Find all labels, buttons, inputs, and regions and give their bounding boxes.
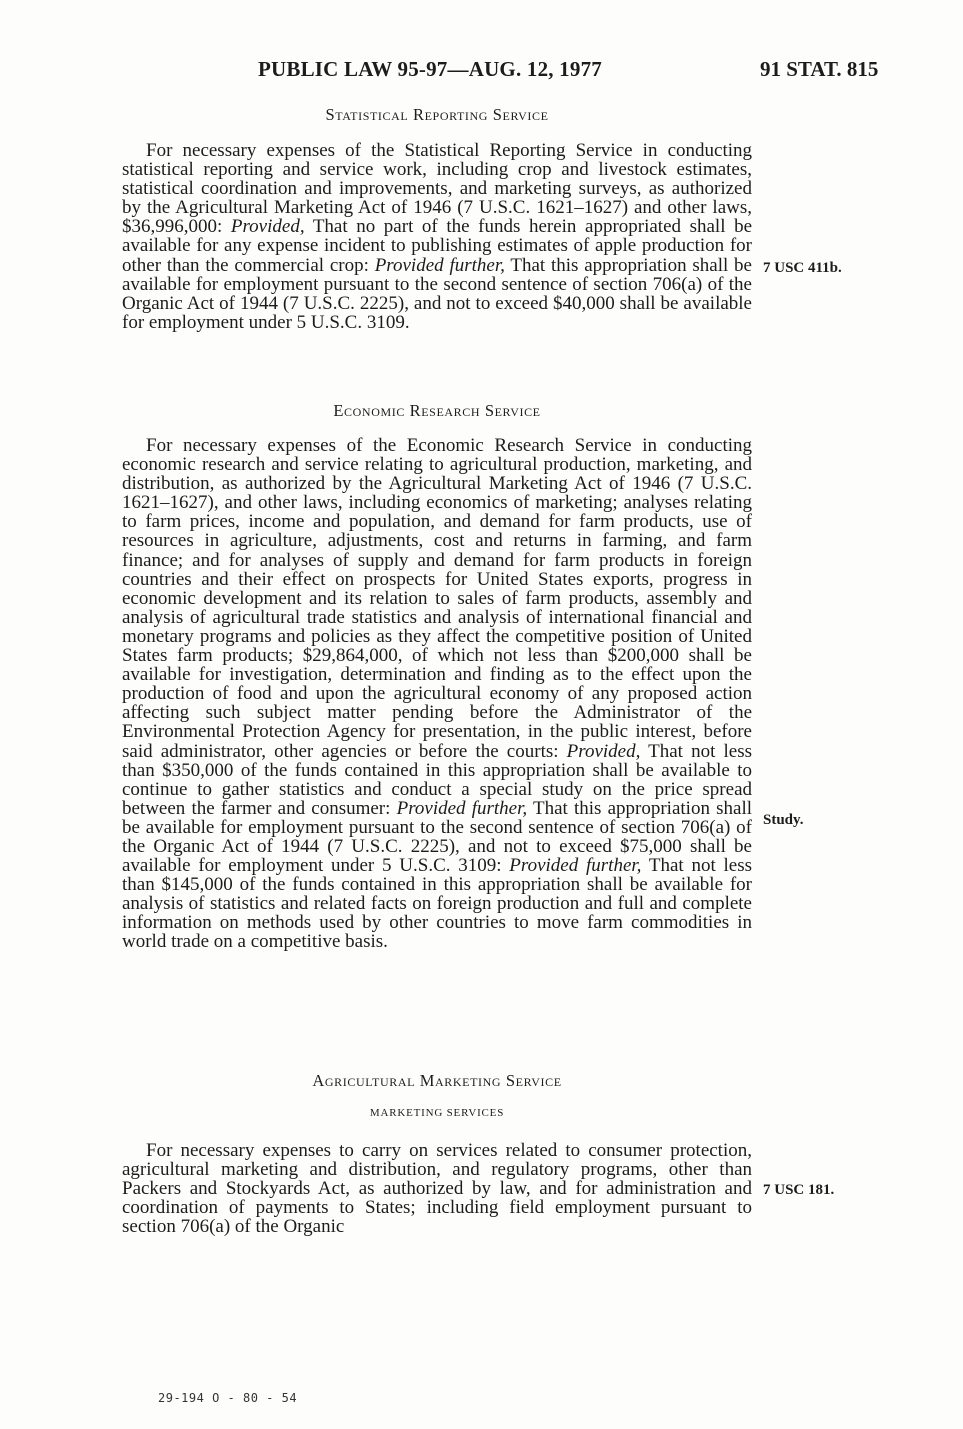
proviso-italic: Provided further, xyxy=(396,797,528,819)
section-heading-agricultural-marketing: Agricultural Marketing Service xyxy=(312,1071,562,1090)
sub-heading-marketing-services: MARKETING SERVICES xyxy=(369,1107,505,1119)
proviso-italic: Provided further, xyxy=(374,254,505,276)
proviso-italic: Provided, xyxy=(566,740,641,762)
paragraph-statistical-reporting xyxy=(122,141,752,332)
paragraph-agricultural-marketing xyxy=(122,1141,752,1236)
paragraph-text: For necessary expenses to carry on services related to consumer protection, agricultural marketing and distribution, and regulatory programs, other than Packers and Stockyards Act, as authorized by law, and for administration and coordination of payments to States; including field employment pursuant to section 706(a) of the Organic xyxy=(122,1140,752,1238)
margin-note-usc-181: 7 USC 181. xyxy=(763,1182,835,1198)
paragraph-text: That not less than $350,000 of the funds contained in this appropriation shall be available to continue to gather statistics and conduct a special study on the price spread between the farmer and consumer: xyxy=(122,740,752,819)
paragraph-text: For necessary expenses of the Statistical Reporting Service in conducting statistical reporting and service work, including crop and livestock estimates, statistical coordination and improvements, and marketing surveys, as authorized by the Agricultural Marketing Act of 1946 (7 U.S.C. 1621–1627) and other laws, $36,996,000: xyxy=(122,140,752,238)
paragraph-text: That this appropriation shall be available for employment pursuant to the second sentence of section 706(a) of the Organic Act of 1944 (7 U.S.C. 2225), and not to exceed $40,000 shall be available for employment under 5 U.S.C. 3109. xyxy=(122,254,752,333)
paragraph-text: That not less than $145,000 of the funds contained in this appropriation shall be available for analysis of statistics and related facts on foreign production and full and complete information on methods used by other countries to move farm commodities in world trade on a competitive basis. xyxy=(122,855,752,953)
section-heading-economic-research: Economic Research Service xyxy=(333,401,541,420)
page-header xyxy=(0,57,963,85)
margin-note-study: Study. xyxy=(763,812,804,828)
section-heading-statistical-reporting: Statistical Reporting Service xyxy=(325,105,549,124)
paragraph-text: For necessary expenses of the Economic Research Service in conducting economic research and service relating to agricultural production, marketing, and distribution, as authorized by the Agricultural Marketing Act of 1946 (7 U.S.C. 1621–1627), and other laws, including economics of marketing; analyses relating to farm prices, income and population, and demand for farm products, use of resources in agriculture, adjustments, cost and returns in farming, and farm finance; and for analyses of supply and demand for farm products in foreign countries and their effect on prospects for United States exports, progress in economic development and its relation to sales of farm products, assembly and analysis of agricultural trade statistics and analysis of international financial and monetary programs and policies as they affect the competitive position of United States farm products; $29,864,000, of which not less than $200,000 shall be available for investigation, determination and finding as to the effect upon the production of food and upon the agricultural economy of any proposed action affecting such subject matter pending before the Administrator of the Environmental Protection Agency for presentation, in the public interest, before said administrator, other agencies or before the courts: xyxy=(122,435,752,762)
paragraph-text: That no part of the funds herein appropriated shall be available for any expense incident to publishing estimates of apple production for other than the commercial crop: xyxy=(122,216,753,276)
proviso-italic: Provided, xyxy=(230,216,305,238)
paragraph-text: That this appropriation shall be available for employment pursuant to the second sentence of section 706(a) of the Organic Act of 1944 (7 U.S.C. 2225), and not to exceed $75,000 shall be available for employment under 5 U.S.C. 3109: xyxy=(122,797,753,877)
paragraph-economic-research xyxy=(122,436,752,952)
proviso-italic: Provided further, xyxy=(509,855,642,877)
print-code-footer: 29-194 O - 80 - 54 xyxy=(158,1391,298,1405)
margin-note-usc-411b: 7 USC 411b. xyxy=(763,260,842,276)
header-title: PUBLIC LAW 95-97—AUG. 12, 1977 xyxy=(258,57,602,81)
statute-page-number: 91 STAT. 815 xyxy=(760,57,879,81)
